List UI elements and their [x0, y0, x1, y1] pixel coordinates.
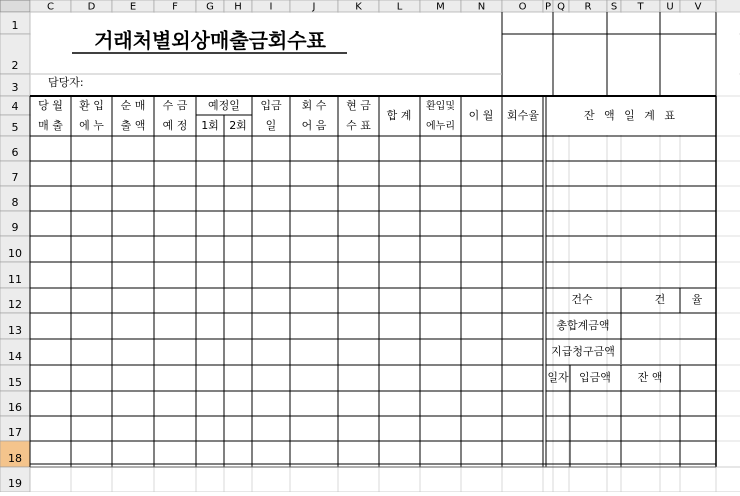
select-all-corner[interactable]: [0, 0, 30, 12]
header-second: 2회: [229, 119, 247, 132]
header-scheduled-date: 예정일: [208, 99, 240, 112]
row-header-label: 9: [11, 221, 19, 234]
row-header-label: 18: [8, 452, 22, 465]
summary-rate: 율: [691, 293, 703, 306]
sheet-title: 거래처별외상매출금회수표: [94, 28, 326, 53]
header-cash-check-line2: 수 표: [346, 119, 371, 132]
summary-payment-request: 지급청구금액: [551, 345, 615, 358]
header-collection-plan-line2: 예 정: [162, 119, 188, 132]
row-header-label: 12: [8, 298, 22, 311]
header-returns-discounts-line2: 에 누: [79, 119, 104, 132]
row-header-label: 6: [11, 146, 19, 159]
summary-balance: 잔 액: [637, 371, 663, 384]
column-header-label: M: [436, 1, 445, 13]
column-header-label: C: [47, 1, 54, 13]
summary-date: 일자: [547, 371, 569, 384]
row-header-label: 7: [11, 171, 19, 184]
header-deposit-date-line1: 입금: [260, 99, 282, 112]
header-returns-and-discounts-line2: 에누리: [426, 121, 455, 132]
row-header-label: 16: [8, 401, 22, 414]
column-header-label: P: [544, 1, 552, 13]
column-header-label: G: [206, 1, 214, 13]
row-header-label: 19: [8, 477, 22, 490]
header-returns-discounts-line1: 환 입: [79, 99, 104, 112]
row-header-label: 13: [8, 324, 22, 337]
column-header-label: V: [694, 1, 702, 13]
header-net-sales-line1: 순 매: [120, 99, 146, 112]
header-net-sales-line2: 출 액: [120, 119, 146, 132]
column-header-label: S: [610, 1, 618, 13]
column-header-label: E: [129, 1, 137, 13]
column-header-label: I: [269, 1, 273, 13]
header-total: 합 계: [386, 109, 412, 122]
approval-area: [503, 13, 739, 95]
header-carryover: 이 월: [468, 109, 494, 122]
column-header-label: D: [87, 1, 96, 13]
header-collected-bills-line1: 회 수: [301, 99, 327, 112]
column-header-label: F: [172, 1, 178, 13]
row-header-label: 17: [8, 426, 22, 439]
row-header-label: 14: [8, 350, 22, 363]
header-deposit-date-line2: 일: [265, 119, 277, 132]
header-returns-and-discounts-line1: 환입및: [426, 101, 455, 112]
summary-unit: 건: [654, 293, 666, 306]
row-header-label: 3: [11, 81, 19, 94]
header-cash-check-line1: 현 금: [346, 99, 371, 112]
column-header-label: T: [637, 1, 644, 13]
row-header-label: 1: [11, 19, 19, 32]
row-header-label: 5: [11, 121, 19, 134]
header-balance-calc: 잔 액 일 계 표: [583, 109, 679, 122]
summary-total-amount: 총합계금액: [556, 319, 610, 332]
row-header-label: 15: [8, 376, 22, 389]
column-header-label: R: [584, 1, 592, 13]
header-prev-month-sales-line1: 당 월: [38, 99, 63, 112]
column-header-label: H: [234, 1, 242, 13]
summary-count-label: 건수: [571, 293, 593, 306]
column-header-label: L: [396, 1, 403, 13]
header-collected-bills-line2: 어 음: [301, 119, 327, 132]
row-header-label: 11: [8, 273, 22, 286]
title-area[interactable]: [31, 13, 502, 95]
column-header-label: Q: [557, 1, 565, 13]
column-header-label: J: [312, 1, 316, 13]
row-header-label: 2: [11, 59, 19, 72]
column-header-label: U: [666, 1, 674, 13]
summary-deposit-amount: 입금액: [579, 371, 611, 384]
header-collection-rate: 회수율: [507, 109, 539, 122]
row-header-label: 8: [11, 196, 19, 209]
row-header-label: 4: [11, 100, 19, 113]
column-header-label: K: [355, 1, 362, 13]
column-header-label: N: [477, 1, 486, 13]
manager-label: 담당자:: [48, 76, 84, 89]
header-collection-plan-line1: 수 금: [162, 99, 188, 112]
header-first: 1회: [201, 119, 219, 132]
column-header-label: O: [518, 1, 527, 13]
row-header-label: 10: [8, 247, 22, 260]
header-prev-month-sales-line2: 매 출: [38, 119, 63, 132]
